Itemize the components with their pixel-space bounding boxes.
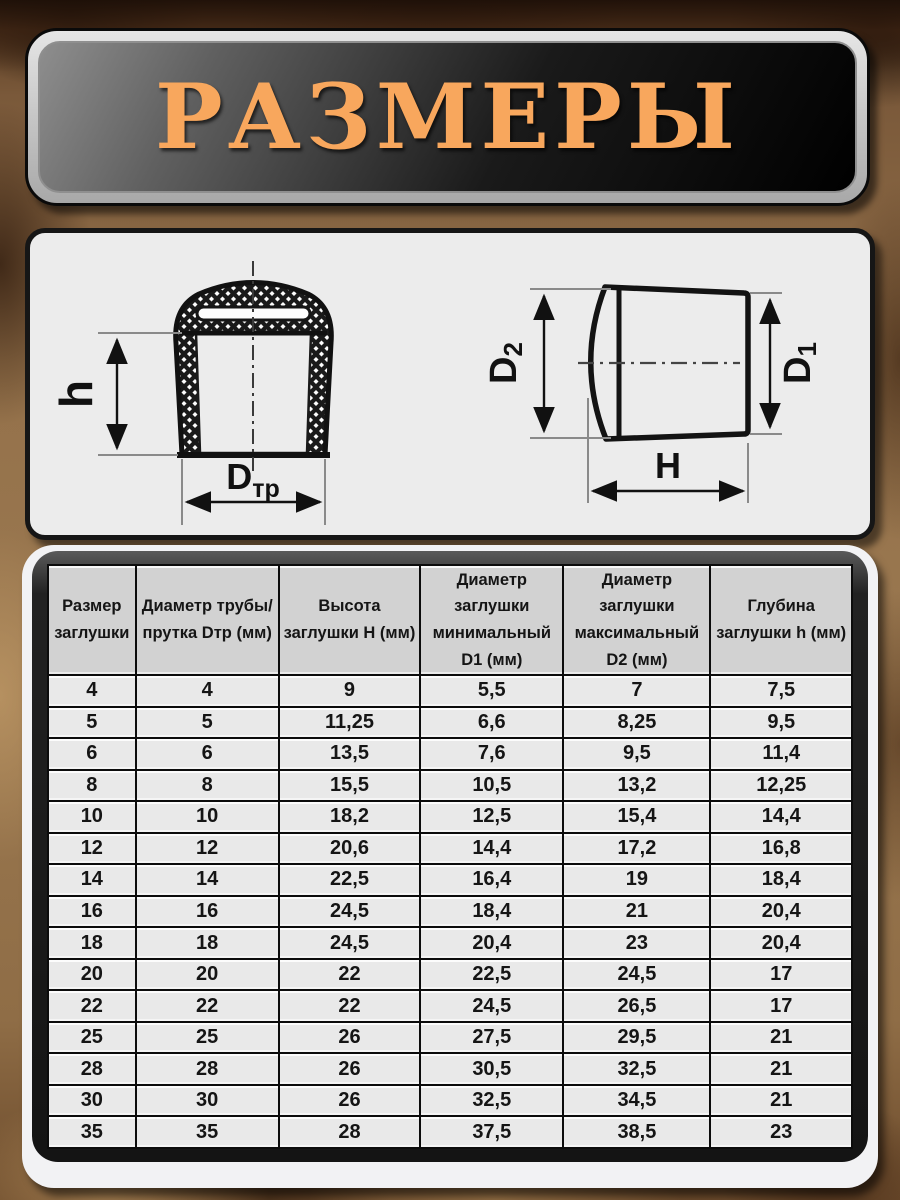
table-row xyxy=(48,1116,852,1148)
dimension-table-body xyxy=(48,675,852,1148)
table-cell: 20 xyxy=(48,959,136,991)
table-cell: 12 xyxy=(48,833,136,865)
table-cell: 5 xyxy=(48,707,136,739)
table-cell: 35 xyxy=(48,1116,136,1148)
table-cell: 20,4 xyxy=(710,896,852,928)
cap-cross-section-drawing xyxy=(30,233,448,535)
table-cell: 10,5 xyxy=(420,770,563,802)
table-cell: 21 xyxy=(710,1085,852,1117)
table-cell: 21 xyxy=(710,1053,852,1085)
table-cell: 16,8 xyxy=(710,833,852,865)
drawings-panel xyxy=(25,228,875,540)
table-cell: 17 xyxy=(710,959,852,991)
table-cell: 7 xyxy=(563,675,710,707)
table-cell: 14,4 xyxy=(420,833,563,865)
table-row xyxy=(48,1085,852,1117)
table-cell: 7,6 xyxy=(420,738,563,770)
title-banner-plate xyxy=(38,41,857,193)
table-cell: 12,5 xyxy=(420,801,563,833)
table-cell: 25 xyxy=(48,1022,136,1054)
dimensions-table xyxy=(47,564,853,1149)
table-cell: 23 xyxy=(563,927,710,959)
table-cell: 20,6 xyxy=(279,833,421,865)
table-cell: 20,4 xyxy=(710,927,852,959)
table-cell: 14,4 xyxy=(710,801,852,833)
dim-label-d1: D1 xyxy=(777,342,822,384)
table-cell: 12,25 xyxy=(710,770,852,802)
table-cell: 17,2 xyxy=(563,833,710,865)
table-header-row xyxy=(48,565,852,675)
table-cell: 34,5 xyxy=(563,1085,710,1117)
table-cell: 13,2 xyxy=(563,770,710,802)
table-cell: 30 xyxy=(136,1085,279,1117)
table-black-container xyxy=(32,551,868,1162)
dim-label-d2: D2 xyxy=(483,342,528,384)
table-cell: 15,5 xyxy=(279,770,421,802)
table-row xyxy=(48,1022,852,1054)
table-row xyxy=(48,1053,852,1085)
table-cell: 15,4 xyxy=(563,801,710,833)
table-cell: 25 xyxy=(136,1022,279,1054)
table-cell: 7,5 xyxy=(710,675,852,707)
table-cell: 12 xyxy=(136,833,279,865)
table-cell: 22 xyxy=(136,990,279,1022)
table-cell: 30,5 xyxy=(420,1053,563,1085)
table-cell: 18 xyxy=(48,927,136,959)
table-cell: 20,4 xyxy=(420,927,563,959)
table-cell: 32,5 xyxy=(563,1053,710,1085)
table-cell: 26,5 xyxy=(563,990,710,1022)
table-cell: 19 xyxy=(563,864,710,896)
table-cell: 6,6 xyxy=(420,707,563,739)
dim-label-h: h xyxy=(50,379,103,409)
table-cell: 5 xyxy=(136,707,279,739)
table-cell: 29,5 xyxy=(563,1022,710,1054)
dim-label-dtr: Dтр xyxy=(226,456,280,503)
table-cell: 26 xyxy=(279,1022,421,1054)
table-cell: 24,5 xyxy=(279,896,421,928)
table-cell: 11,25 xyxy=(279,707,421,739)
table-cell: 32,5 xyxy=(420,1085,563,1117)
table-row xyxy=(48,927,852,959)
table-cell: 21 xyxy=(710,1022,852,1054)
table-cell: 16 xyxy=(48,896,136,928)
table-cell: 6 xyxy=(48,738,136,770)
table-cell: 13,5 xyxy=(279,738,421,770)
header-cap-depth: Глубина заглушки h (мм) xyxy=(710,565,852,675)
table-cell: 38,5 xyxy=(563,1116,710,1148)
table-cell: 24,5 xyxy=(420,990,563,1022)
table-row xyxy=(48,833,852,865)
table-cell: 10 xyxy=(48,801,136,833)
table-cell: 14 xyxy=(48,864,136,896)
table-cell: 11,4 xyxy=(710,738,852,770)
table-cell: 28 xyxy=(48,1053,136,1085)
table-cell: 20 xyxy=(136,959,279,991)
table-cell: 22 xyxy=(48,990,136,1022)
table-cell: 8 xyxy=(48,770,136,802)
table-row xyxy=(48,864,852,896)
table-cell: 26 xyxy=(279,1085,421,1117)
table-cell: 28 xyxy=(136,1053,279,1085)
table-cell: 8,25 xyxy=(563,707,710,739)
table-outer-frame xyxy=(22,545,878,1188)
table-cell: 24,5 xyxy=(563,959,710,991)
table-cell: 35 xyxy=(136,1116,279,1148)
table-cell: 16 xyxy=(136,896,279,928)
table-row xyxy=(48,801,852,833)
header-cap-height: Высота заглушки H (мм) xyxy=(279,565,421,675)
cap-side-view-drawing xyxy=(448,233,872,535)
table-row xyxy=(48,675,852,707)
table-cell: 4 xyxy=(136,675,279,707)
page-title: РАЗМЕРЫ xyxy=(155,64,740,170)
table-cell: 18,4 xyxy=(420,896,563,928)
title-banner xyxy=(25,28,870,206)
table-cell: 22 xyxy=(279,990,421,1022)
table-cell: 27,5 xyxy=(420,1022,563,1054)
table-cell: 21 xyxy=(563,896,710,928)
table-cell: 26 xyxy=(279,1053,421,1085)
table-cell: 18,2 xyxy=(279,801,421,833)
table-cell: 6 xyxy=(136,738,279,770)
table-cell: 24,5 xyxy=(279,927,421,959)
header-cap-size: Размер заглушки xyxy=(48,565,136,675)
table-cell: 22 xyxy=(279,959,421,991)
table-cell: 18,4 xyxy=(710,864,852,896)
table-row xyxy=(48,738,852,770)
table-cell: 17 xyxy=(710,990,852,1022)
table-cell: 14 xyxy=(136,864,279,896)
table-cell: 37,5 xyxy=(420,1116,563,1148)
table-cell: 9 xyxy=(279,675,421,707)
table-cell: 18 xyxy=(136,927,279,959)
table-cell: 28 xyxy=(279,1116,421,1148)
header-min-diameter: Диаметр заглушки минимальный D1 (мм) xyxy=(420,565,563,675)
dim-label-H: H xyxy=(655,445,681,486)
header-pipe-diameter: Диаметр трубы/прутка Dтр (мм) xyxy=(136,565,279,675)
header-max-diameter: Диаметр заглушки максимальный D2 (мм) xyxy=(563,565,710,675)
table-cell: 8 xyxy=(136,770,279,802)
table-cell: 9,5 xyxy=(563,738,710,770)
table-cell: 16,4 xyxy=(420,864,563,896)
table-cell: 5,5 xyxy=(420,675,563,707)
table-cell: 30 xyxy=(48,1085,136,1117)
table-cell: 9,5 xyxy=(710,707,852,739)
table-row xyxy=(48,770,852,802)
table-cell: 22,5 xyxy=(279,864,421,896)
table-row xyxy=(48,896,852,928)
table-cell: 10 xyxy=(136,801,279,833)
table-cell: 23 xyxy=(710,1116,852,1148)
table-row xyxy=(48,990,852,1022)
table-row xyxy=(48,959,852,991)
table-row xyxy=(48,707,852,739)
table-cell: 4 xyxy=(48,675,136,707)
table-cell: 22,5 xyxy=(420,959,563,991)
